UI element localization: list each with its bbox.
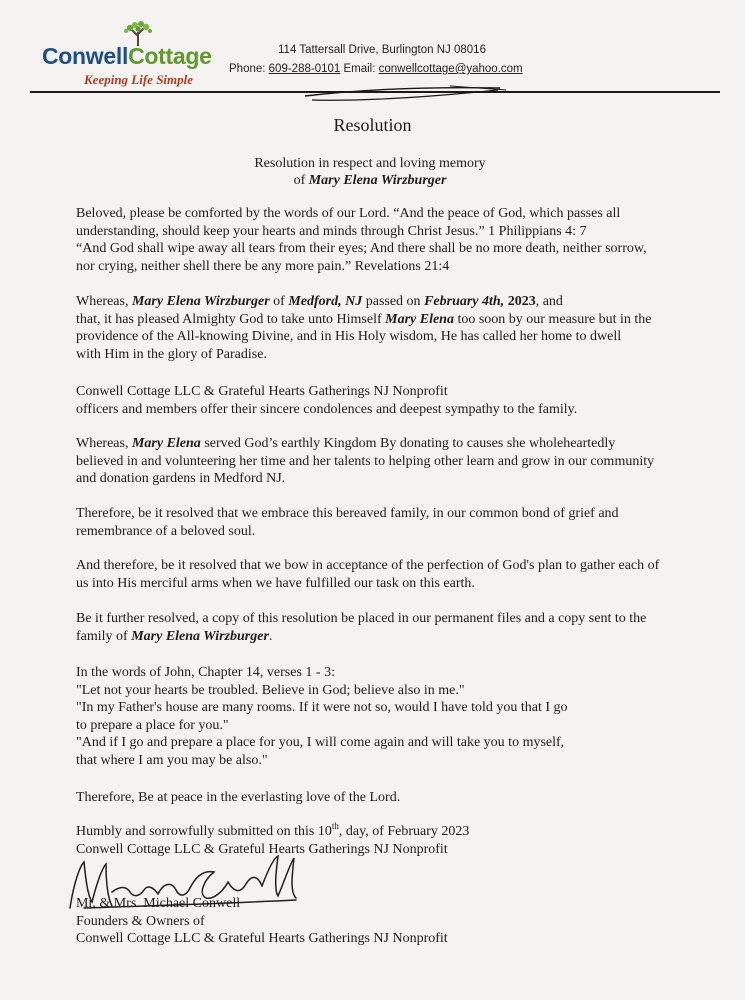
page-title: Resolution <box>333 115 412 135</box>
signatory-names: Mr. & Mrs. Michael Conwell <box>76 896 241 911</box>
text-run: of <box>269 294 289 309</box>
paragraph-john-14 <box>76 664 716 769</box>
submitted-line <box>76 823 716 841</box>
organization-line: Conwell Cottage LLC & Grateful Hearts Gatherings NJ Nonprofit <box>76 841 448 857</box>
honoree-name: Mary Elena Wirzburger <box>131 294 270 309</box>
honoree-first-name: Mary Elena <box>131 436 201 451</box>
text-line: Be it further resolved, a copy of this resolution be placed in our permanent files and a copy sent to the <box>76 611 647 626</box>
paragraph-condolences <box>76 383 716 418</box>
passing-date: February 4th, <box>424 294 505 309</box>
text-line: remembrance of a beloved soul. <box>76 523 256 539</box>
text-line: and donation gardens in Medford NJ. <box>76 471 286 486</box>
honoree-name: Mary Elena Wirzburger <box>131 628 269 644</box>
text-line: In the words of John, Chapter 14, verses 1 - 3: <box>76 665 335 680</box>
company-address: 114 Tattersall Drive, Burlington NJ 08016 <box>278 44 486 56</box>
subtitle-line-1: Resolution in respect and loving memory <box>254 156 486 171</box>
text-line: "And if I go and prepare a place for you, I will come again and will take you to myself, <box>76 735 565 750</box>
text-line <box>76 311 716 329</box>
text-run: Whereas, <box>76 436 132 451</box>
honoree-first-name: Mary Elena <box>385 311 454 327</box>
text-line: nor crying, neither shell there be any more pain.” Revelations 21:4 <box>76 258 450 274</box>
signatory-organization: Conwell Cottage LLC & Grateful Hearts Gatherings NJ Nonprofit <box>76 931 448 946</box>
text-run: Humbly and sorrowfully submitted on this 10 <box>76 824 332 839</box>
paragraph-resolved-copy <box>76 610 716 645</box>
honoree-town: Medford, NJ <box>288 294 363 309</box>
text-run: , and <box>535 294 563 309</box>
phone-label: Phone: <box>229 63 269 75</box>
text-line: that where I am you may be also." <box>76 752 268 768</box>
text-line: And therefore, be it resolved that we bow in acceptance of the perfection of God's plan to gather each of <box>76 558 660 573</box>
text-line <box>76 293 716 311</box>
text-line: Therefore, be it resolved that we embrace this bereaved family, in our common bond of grief and <box>76 506 619 521</box>
signatory-block <box>76 895 716 948</box>
text-line: Conwell Cottage LLC & Grateful Hearts Gatherings NJ Nonprofit <box>76 384 448 399</box>
text-run: family of <box>76 628 132 644</box>
text-line: "Let not your hearts be troubled. Believe in God; believe also in me." <box>76 682 465 698</box>
signatory-title: Founders & Owners of <box>76 913 205 929</box>
email-label: Email: <box>340 63 379 75</box>
passing-year: 2023 <box>507 294 536 309</box>
subtitle-honoree-name: Mary Elena Wirzburger <box>308 173 447 188</box>
brand-word-1: Conwell <box>42 43 129 69</box>
ordinal-suffix: th <box>331 821 339 831</box>
brand-word-2: Cottage <box>128 43 212 69</box>
paragraph-whereas-passing <box>76 293 716 363</box>
text-line: believed in and volunteering her time and her talents to helping other learn and grow in our community <box>76 453 655 469</box>
email-address: conwellcottage@yahoo.com <box>378 63 523 75</box>
text-line: “And God shall wipe away all tears from their eyes; And there shall be no more death, neither sorrow, <box>76 241 647 256</box>
brand-name <box>42 43 212 70</box>
paragraph-whereas-service <box>76 435 716 488</box>
text-line: understanding, should keep your hearts and minds through Christ Jesus.” 1 Philippians 4: 7 <box>76 223 587 239</box>
text-line: to prepare a place for you." <box>76 717 229 733</box>
text-run: that, it has pleased Almighty God to take unto Himself <box>76 311 386 327</box>
text-run: . <box>268 628 273 644</box>
text-line <box>76 628 716 646</box>
text-line: us into His merciful arms when we have fulfilled our task on this earth. <box>76 575 475 591</box>
paragraph-resolved-embrace <box>76 505 716 540</box>
letterhead-divider <box>30 82 720 108</box>
paragraph-scripture <box>76 205 716 275</box>
text-run: served God’s earthly Kingdom By donating to causes she wholeheartedly <box>200 436 616 451</box>
text-line: Therefore, Be at peace in the everlasting love of the Lord. <box>76 790 401 805</box>
text-run: Whereas, <box>76 294 132 309</box>
text-line <box>76 435 716 453</box>
text-line: officers and members offer their sincere condolences and deepest sympathy to the family. <box>76 401 578 417</box>
paragraph-peace <box>76 789 716 807</box>
text-run: too soon by our measure but in the <box>453 311 652 327</box>
subtitle-line-2 <box>0 173 740 189</box>
brand-tagline: Keeping Life Simple <box>84 72 194 87</box>
text-line: providence of the All-knowing Divine, and in His Holy wisdom, He has called her home to dwell <box>76 329 622 344</box>
paragraph-resolved-acceptance <box>76 557 716 592</box>
text-line: Beloved, please be comforted by the words of our Lord. “And the peace of God, which passes all <box>76 206 621 221</box>
company-contact <box>229 63 523 75</box>
text-line: with Him in the glory of Paradise. <box>76 346 267 362</box>
text-run: , day, of February 2023 <box>338 824 470 839</box>
phone-number: 609-288-0101 <box>268 63 341 75</box>
text-run: passed on <box>362 294 425 309</box>
subtitle-prefix: of <box>293 173 309 188</box>
text-line: "In my Father's house are many rooms. If it were not so, would I have told you that I go <box>76 700 568 715</box>
